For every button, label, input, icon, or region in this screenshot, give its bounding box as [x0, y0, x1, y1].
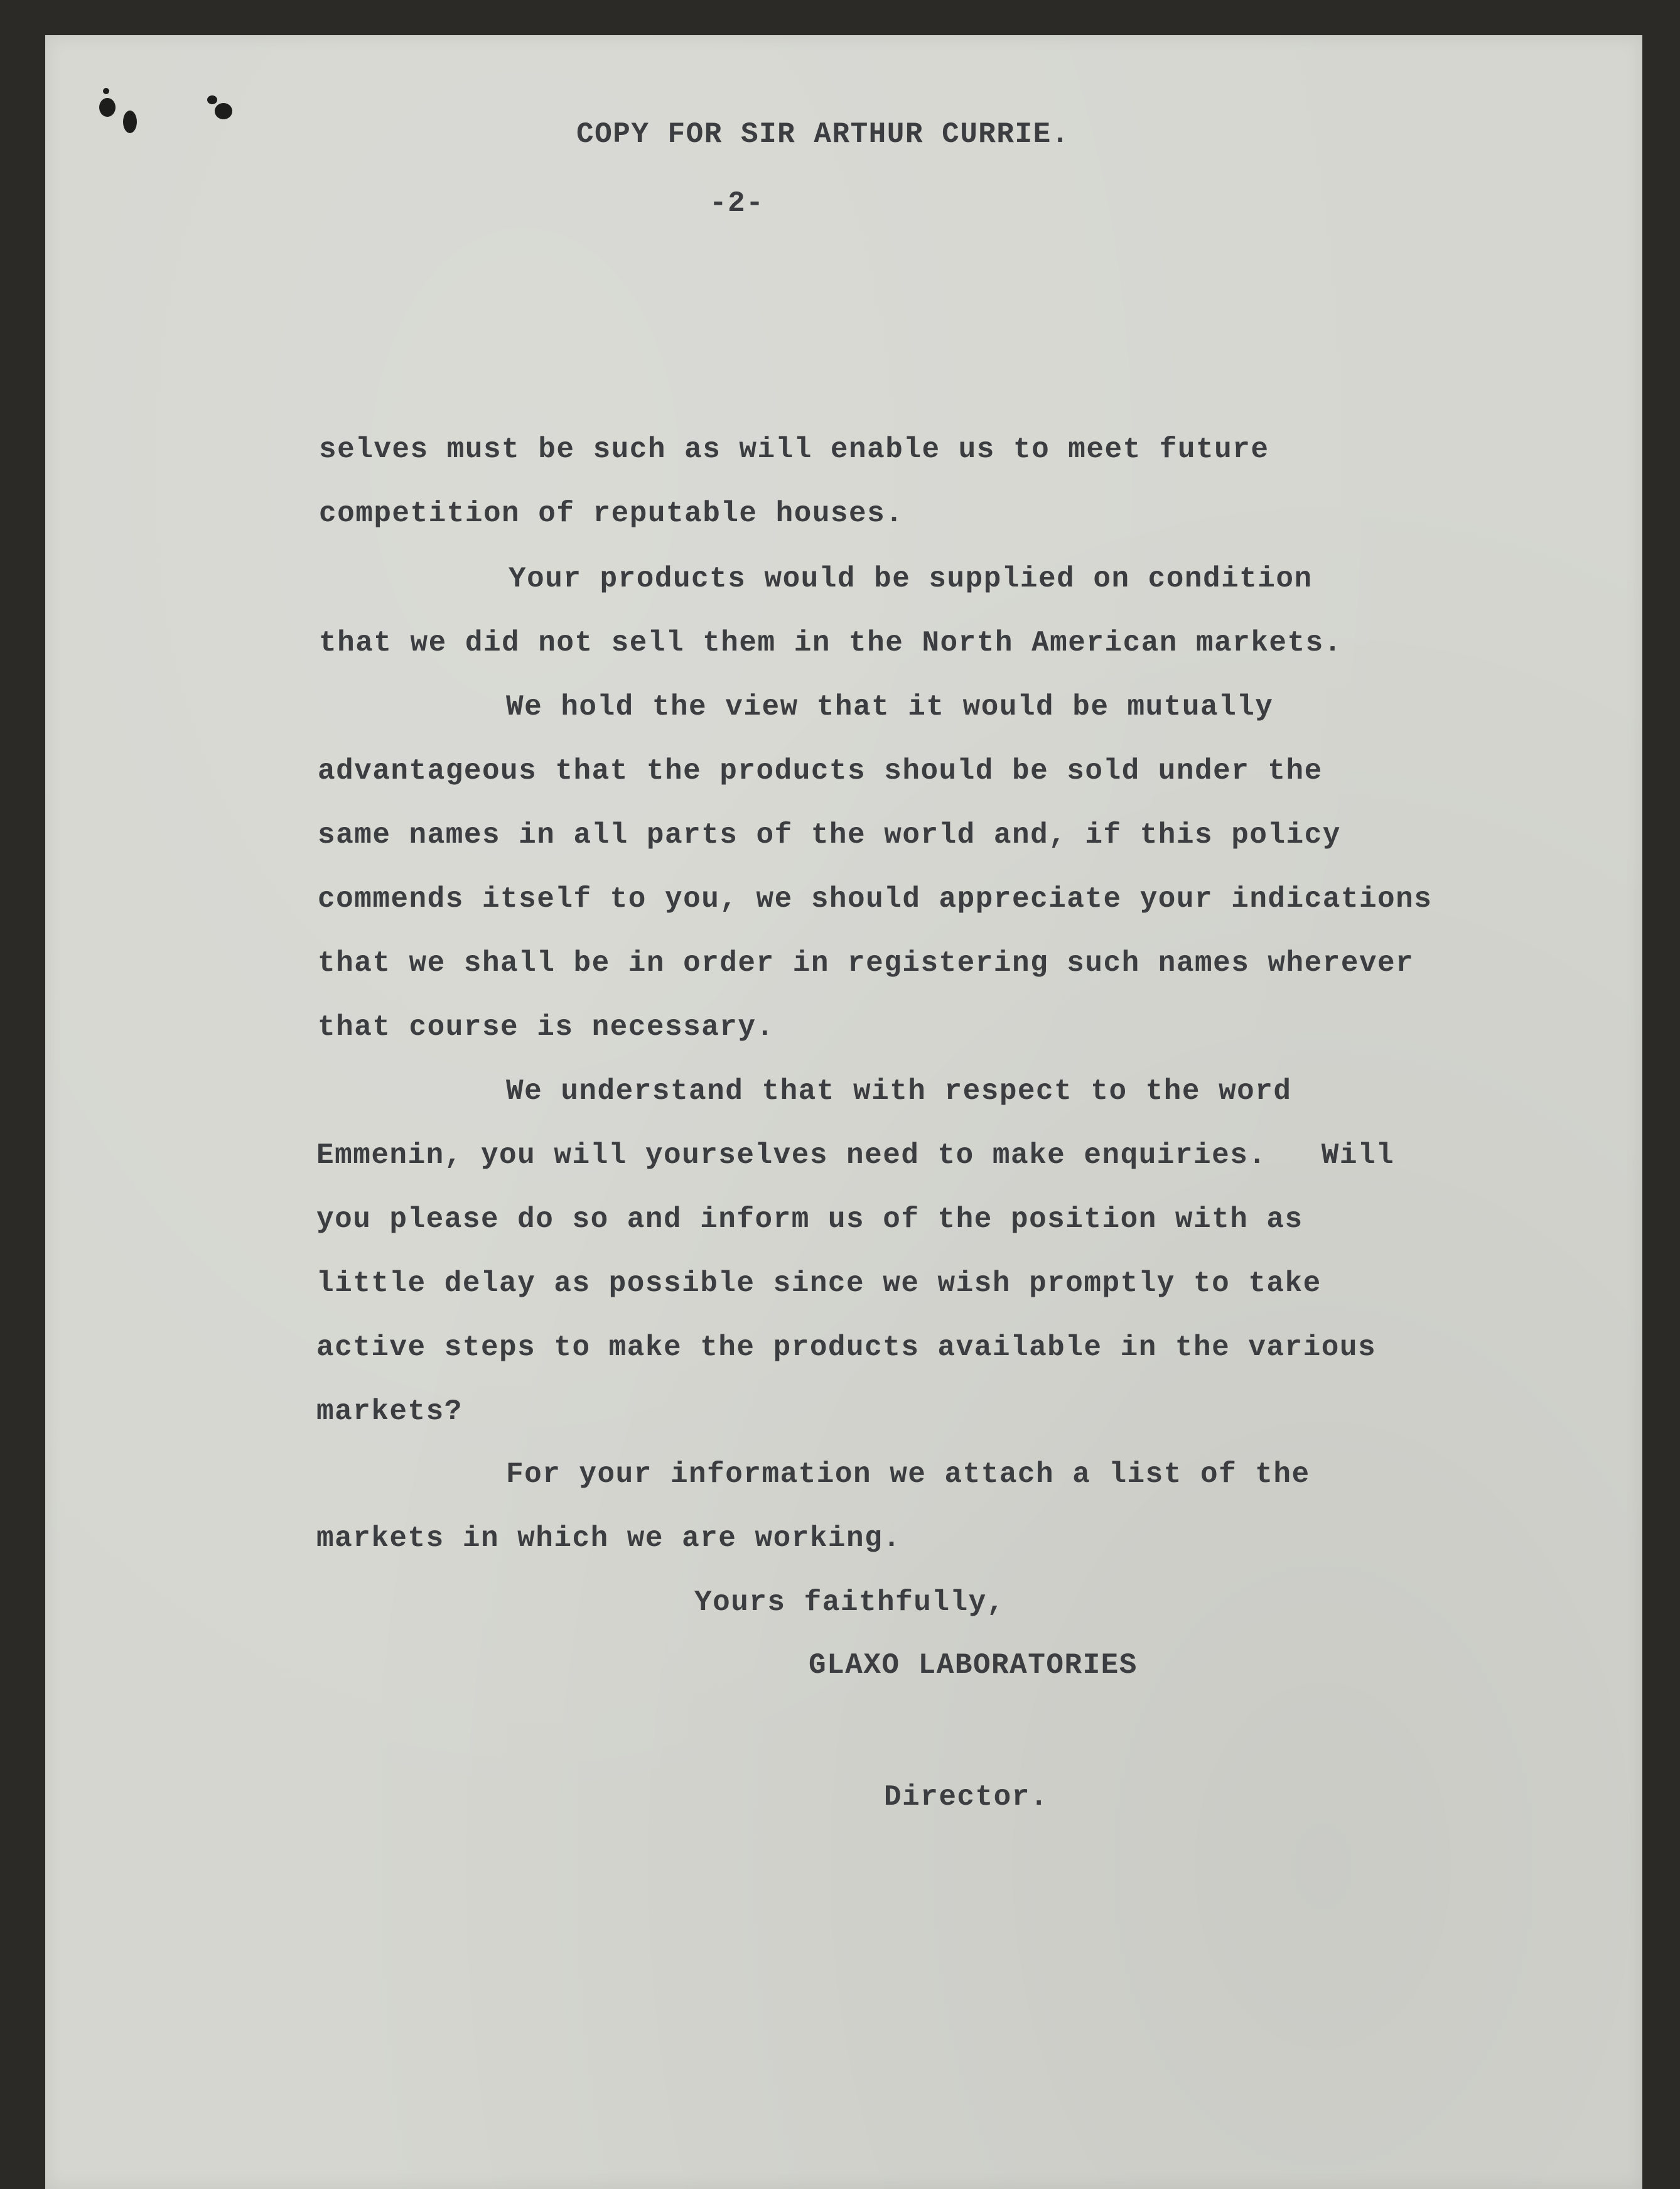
ink-blot: [123, 111, 137, 133]
body-line: that we did not sell them in the North American markets.: [319, 627, 1342, 659]
body-line: little delay as possible since we wish promptly to take: [316, 1267, 1322, 1300]
body-line: Emmenin, you will yourselves need to make enquiries. Will: [316, 1139, 1395, 1172]
document-title: COPY FOR SIR ARTHUR CURRIE.: [576, 118, 1070, 151]
body-line: commends itself to you, we should appreciate your indications: [318, 883, 1433, 916]
signatory-title: Director.: [884, 1781, 1048, 1813]
body-line: you please do so and inform us of the position with as: [316, 1203, 1303, 1236]
ink-blot: [99, 98, 116, 117]
body-line: active steps to make the products available in the various: [316, 1331, 1377, 1364]
body-line: Your products would be supplied on condition: [509, 563, 1313, 595]
body-line: same names in all parts of the world and, if this policy: [318, 819, 1341, 851]
body-line: competition of reputable houses.: [319, 497, 904, 530]
body-line: that we shall be in order in registering such names wherever: [318, 947, 1414, 980]
body-line: that course is necessary.: [318, 1011, 775, 1044]
body-line: markets in which we are working.: [316, 1522, 902, 1555]
company-name: GLAXO LABORATORIES: [809, 1649, 1138, 1682]
body-line: markets?: [316, 1395, 463, 1428]
body-line: selves must be such as will enable us to meet future: [319, 433, 1269, 466]
body-line: advantageous that the products should be sold under the: [318, 755, 1323, 787]
body-line: For your information we attach a list of the: [506, 1458, 1310, 1491]
closing-salutation: Yours faithfully,: [694, 1586, 1005, 1619]
ink-blot: [215, 103, 232, 119]
ink-blot: [207, 95, 217, 104]
typed-letter-page: [45, 35, 1642, 2189]
body-line: We hold the view that it would be mutually: [506, 691, 1274, 723]
ink-blot: [103, 88, 109, 94]
page-number: -2-: [709, 187, 765, 220]
body-line: We understand that with respect to the word: [506, 1075, 1292, 1108]
